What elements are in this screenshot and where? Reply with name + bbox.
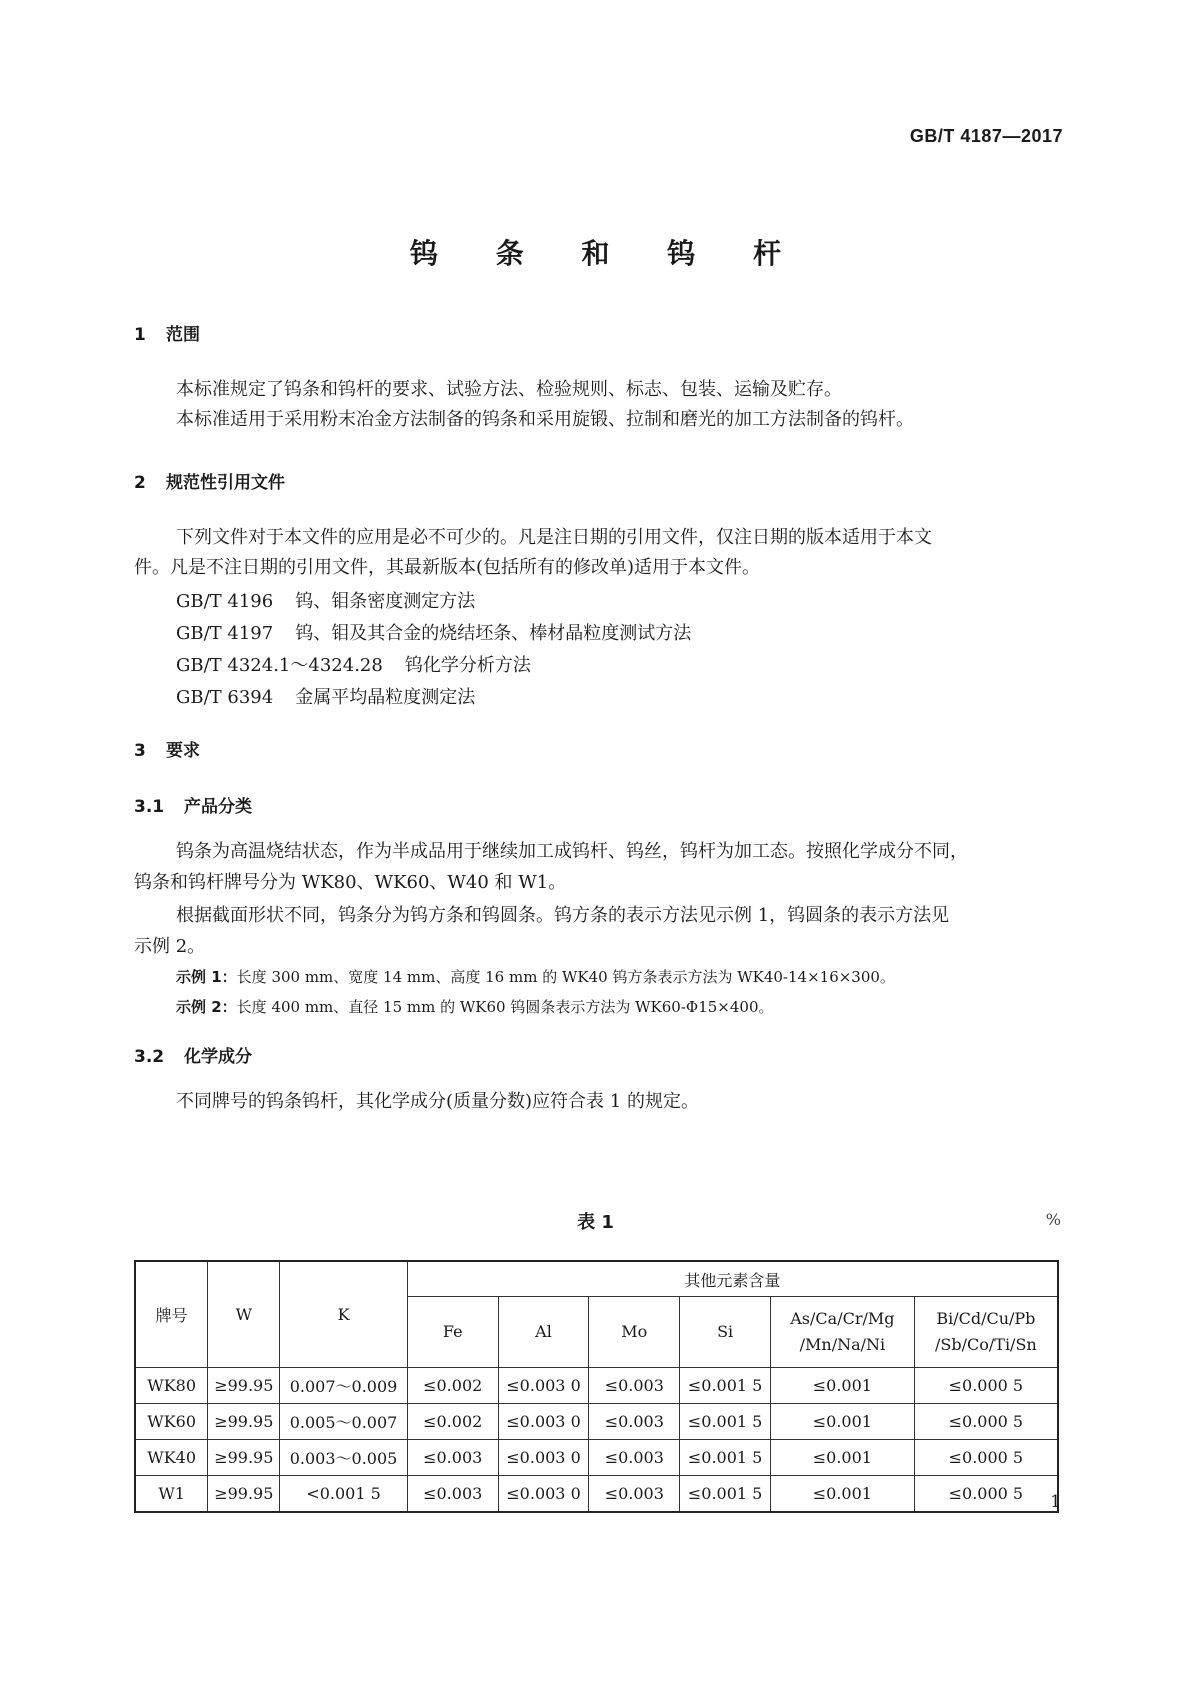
- table-cell: ≥99.95: [208, 1440, 280, 1476]
- section-title: 产品分类: [184, 797, 252, 817]
- table-cell: ≤0.003 0: [498, 1404, 589, 1440]
- table-cell: ≤0.001 5: [680, 1440, 771, 1476]
- table-cell: ≤0.001: [771, 1476, 915, 1513]
- section-title: 规范性引用文件: [166, 473, 285, 493]
- table-cell: ≤0.001 5: [680, 1404, 771, 1440]
- section-title: 化学成分: [184, 1047, 252, 1067]
- table-cell: ≤0.003 0: [498, 1476, 589, 1513]
- ref-title: 钨化学分析方法: [404, 655, 531, 676]
- section-1-heading: [134, 320, 200, 345]
- section-2-heading: [134, 468, 285, 493]
- table-cell: ≤0.000 5: [914, 1476, 1058, 1513]
- table-cell: 0.005～0.007: [280, 1404, 408, 1440]
- table-row: [135, 1368, 1058, 1404]
- table-cell: W1: [135, 1476, 208, 1513]
- table-row: [135, 1404, 1058, 1440]
- composition-table: [134, 1260, 1059, 1513]
- standard-number: GB/T 4187—2017: [909, 126, 1063, 146]
- header-line: /Mn/Na/Ni: [799, 1335, 886, 1354]
- table-cell: ≤0.003: [589, 1368, 680, 1404]
- ref-code: GB/T 4197: [176, 623, 274, 644]
- table-cell: WK80: [135, 1368, 208, 1404]
- classification-line-1: 钨条为高温烧结状态，作为半成品用于继续加工成钨杆、钨丝，钨杆为加工态。按照化学成分不同，: [176, 841, 968, 862]
- header-mo: Mo: [589, 1297, 680, 1368]
- table-cell: 0.007～0.009: [280, 1368, 408, 1404]
- section-title: 范围: [166, 325, 200, 345]
- table-cell: ≤0.001 5: [680, 1368, 771, 1404]
- table-row: [135, 1476, 1058, 1513]
- table-cell: WK60: [135, 1404, 208, 1440]
- page-number: 1: [1050, 1492, 1061, 1512]
- header-si: Si: [680, 1297, 771, 1368]
- ref-code: GB/T 4324.1～4324.28: [176, 655, 383, 676]
- example-1: [176, 966, 895, 987]
- section-number: 3.2: [134, 1047, 165, 1067]
- section-3-2-heading: [134, 1042, 252, 1067]
- classification-line-4: 示例 2。: [134, 936, 206, 957]
- header-line: /Sb/Co/Ti/Sn: [935, 1335, 1037, 1354]
- example-label: 示例 1：: [176, 968, 237, 986]
- ref-title: 钨、钼及其合金的烧结坯条、棒材晶粒度测试方法: [295, 623, 692, 644]
- document-title: 钨 条 和 钨 杆: [410, 237, 805, 270]
- table-cell: ≤0.000 5: [914, 1404, 1058, 1440]
- table-header-row: [135, 1261, 1058, 1297]
- table-cell: ≥99.95: [208, 1476, 280, 1513]
- header-group-1: [771, 1297, 915, 1368]
- table-cell: ≤0.003: [589, 1440, 680, 1476]
- ref-code: GB/T 4196: [176, 591, 274, 612]
- ref-code: GB/T 6394: [176, 687, 274, 708]
- normative-reference: [176, 651, 531, 677]
- composition-paragraph: 不同牌号的钨条钨杆，其化学成分(质量分数)应符合表 1 的规定。: [176, 1091, 699, 1112]
- header-line: Bi/Cd/Cu/Pb: [936, 1309, 1036, 1328]
- table-cell: ≤0.000 5: [914, 1368, 1058, 1404]
- table-cell: ≤0.003: [407, 1440, 498, 1476]
- section-number: 3.1: [134, 797, 165, 817]
- table-cell: ≤0.003: [407, 1476, 498, 1513]
- section-3-1-heading: [134, 792, 252, 817]
- example-label: 示例 2：: [176, 998, 237, 1016]
- header-other-elements: 其他元素含量: [407, 1261, 1058, 1297]
- section-number: 2: [134, 473, 146, 493]
- table-caption: 表 1: [577, 1212, 614, 1233]
- section-number: 1: [134, 325, 146, 345]
- example-text: 长度 400 mm、直径 15 mm 的 WK60 钨圆条表示方法为 WK60-Φ15×400。: [236, 998, 774, 1016]
- refs-intro-line-1: 下列文件对于本文件的应用是必不可少的。凡是注日期的引用文件，仅注日期的版本适用于本文: [176, 527, 932, 548]
- table-cell: ≤0.001: [771, 1368, 915, 1404]
- header-grade: 牌号: [135, 1261, 208, 1368]
- header-fe: Fe: [407, 1297, 498, 1368]
- table-cell: WK40: [135, 1440, 208, 1476]
- table-cell: 0.003～0.005: [280, 1440, 408, 1476]
- table-cell: ≤0.001: [771, 1440, 915, 1476]
- table-unit: %: [1045, 1210, 1061, 1229]
- table-cell: ≤0.001: [771, 1404, 915, 1440]
- table-cell: <0.001 5: [280, 1476, 408, 1513]
- header-al: Al: [498, 1297, 589, 1368]
- table-cell: ≤0.003 0: [498, 1440, 589, 1476]
- section-number: 3: [134, 741, 146, 761]
- section-title: 要求: [166, 741, 200, 761]
- scope-paragraph-1: 本标准规定了钨条和钨杆的要求、试验方法、检验规则、标志、包装、运输及贮存。: [176, 379, 842, 400]
- normative-reference: [176, 587, 475, 613]
- table-cell: ≤0.002: [407, 1368, 498, 1404]
- table-cell: ≥99.95: [208, 1368, 280, 1404]
- example-2: [176, 996, 774, 1017]
- table-cell: ≤0.002: [407, 1404, 498, 1440]
- table-cell: ≤0.000 5: [914, 1440, 1058, 1476]
- normative-reference: [176, 619, 691, 645]
- normative-reference: [176, 683, 475, 709]
- classification-line-2: 钨条和钨杆牌号分为 WK80、WK60、W40 和 W1。: [134, 872, 567, 893]
- header-line: As/Ca/Cr/Mg: [790, 1309, 895, 1328]
- refs-intro-line-2: 件。凡是不注日期的引用文件，其最新版本(包括所有的修改单)适用于本文件。: [134, 557, 761, 578]
- ref-title: 钨、钼条密度测定方法: [295, 591, 476, 612]
- header-w: W: [208, 1261, 280, 1368]
- table-cell: ≤0.001 5: [680, 1476, 771, 1513]
- ref-title: 金属平均晶粒度测定法: [295, 687, 476, 708]
- section-3-heading: [134, 736, 200, 761]
- table-cell: ≤0.003: [589, 1476, 680, 1513]
- table-row: [135, 1440, 1058, 1476]
- header-k: K: [280, 1261, 408, 1368]
- example-text: 长度 300 mm、宽度 14 mm、高度 16 mm 的 WK40 钨方条表示方法为 WK40-14×16×300。: [236, 968, 895, 986]
- table-cell: ≥99.95: [208, 1404, 280, 1440]
- header-group-2: [914, 1297, 1058, 1368]
- table-cell: ≤0.003 0: [498, 1368, 589, 1404]
- classification-line-3: 根据截面形状不同，钨条分为钨方条和钨圆条。钨方条的表示方法见示例 1，钨圆条的表示方法见: [176, 905, 950, 926]
- scope-paragraph-2: 本标准适用于采用粉末冶金方法制备的钨条和采用旋锻、拉制和磨光的加工方法制备的钨杆。: [176, 409, 914, 430]
- table-cell: ≤0.003: [589, 1404, 680, 1440]
